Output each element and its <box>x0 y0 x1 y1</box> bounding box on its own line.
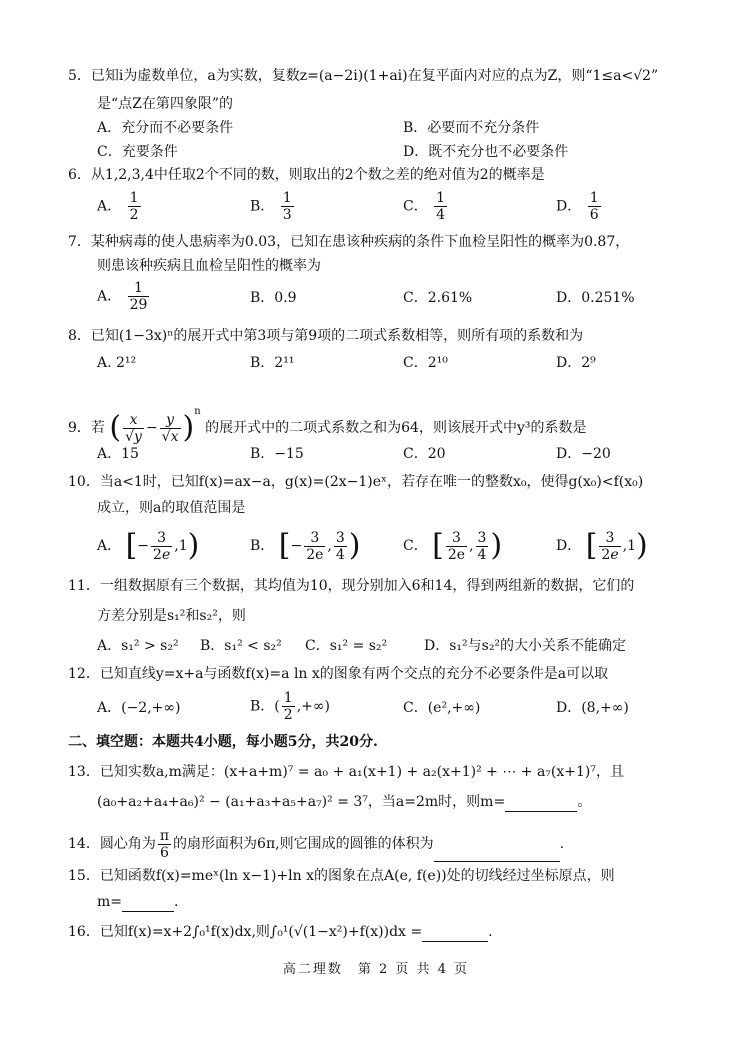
section-heading: 二、填空题：本题共4小题，每小题5分，共20分. <box>68 734 378 750</box>
q13-stem-cont <box>97 792 591 812</box>
q6-option-c <box>403 190 449 223</box>
q10-option-c <box>403 526 502 566</box>
q6-stem: 6．从1,2,3,4中任取2个不同的数，则取出的2个数之差的绝对值为2的概率是 <box>68 167 545 183</box>
q6-option-c-label: C． <box>403 198 428 215</box>
q10-option-c-interval: [ $\frac{3}{2e}$ , $\frac{3}{4}$ ) <box>432 528 503 563</box>
q16-stem <box>68 922 493 942</box>
q12-option-c: C．(e²,+∞) <box>403 700 481 716</box>
q9-expression: ( $\frac{x}{√y}$ − $\frac{y}{√x}$ )$^n$ <box>109 406 201 445</box>
q12-option-b: B．( $\frac{1}{2}$ ,+∞) <box>250 690 330 723</box>
q7-option-c: C．2.61% <box>403 290 473 306</box>
q6-option-a-label: A． <box>97 198 122 215</box>
q13-tail: 。 <box>577 794 592 810</box>
q6-option-b-label: B． <box>250 198 275 215</box>
q14-answer-blank[interactable] <box>434 861 560 862</box>
q7-option-a-label: A． <box>97 288 122 305</box>
q14-tail: . <box>559 836 565 852</box>
q12-option-b-suffix: ,+∞) <box>296 698 330 715</box>
q12-option-b-fraction: $\frac{1}{2}$ <box>283 690 293 723</box>
q15-stem-cont <box>97 892 178 912</box>
q8-option-d: D．2⁹ <box>556 355 596 371</box>
q12-option-a: A．(−2,+∞) <box>97 700 181 716</box>
q11-option-a: A．s₁² > s₂² <box>97 638 179 654</box>
q11-option-d: D．s₁²与s₂²的大小关系不能确定 <box>424 638 627 654</box>
q15-stem: 15．已知函数f(x)=meˣ(ln x−1)+ln x的图象在点A(e, f(e))处的切线经过坐标原点，则 <box>68 868 615 884</box>
q6-option-d-label: D． <box>556 198 582 215</box>
q10-option-d-interval: [ $\frac{3}{2e}$ ,1) <box>585 528 648 563</box>
q7-option-a <box>97 280 151 313</box>
q6-option-a <box>97 190 143 223</box>
q8-option-c: C．2¹⁰ <box>403 355 448 371</box>
q11-option-c: C．s₁² = s₂² <box>305 638 388 654</box>
q6-option-c-fraction: $\frac{1}{4}$ <box>436 190 446 223</box>
q15-tail: . <box>174 894 179 910</box>
q8-stem: 8．已知(1−3x)ⁿ的展开式中第3项与第9项的二项式系数相等，则所有项的系数和为 <box>68 328 584 344</box>
q11-stem: 11．一组数据原有三个数据，其均值为10，现分别加入6和14，得到两组新的数据，它们的 <box>68 578 635 594</box>
q13-stem-cont-text: (a₀+a₂+a₄+a₆)² − (a₁+a₃+a₅+a₇)² = 3⁷，当a=2m时，则m= <box>97 794 506 810</box>
q10-option-b-interval: [− $\frac{3}{2e}$ , $\frac{3}{4}$ ) <box>278 528 361 563</box>
q6-option-d <box>556 190 603 223</box>
q6-option-d-fraction: $\frac{1}{6}$ <box>589 190 599 223</box>
q16-answer-blank[interactable] <box>422 941 488 942</box>
q11-option-b: B．s₁² < s₂² <box>200 638 282 654</box>
q5-option-c: C．充要条件 <box>97 144 178 160</box>
q10-option-a-interval: [− $\frac{3}{2e}$ ,1) <box>125 528 200 563</box>
q14-suffix: 的扇形面积为6π,则它围成的圆锥的体积为 <box>173 836 434 852</box>
q5-option-a: A．充分而不必要条件 <box>97 120 234 136</box>
q10-stem-cont: 成立，则a的取值范围是 <box>97 500 246 516</box>
q12-option-d: D．(8,+∞) <box>556 700 629 716</box>
q12-stem: 12．已知直线y=x+a与函数f(x)=a ln x的图象有两个交点的充分不必要条件是a可以取 <box>68 666 609 682</box>
q7-stem-cont: 则患该种疾病且血检呈阳性的概率为 <box>97 258 321 274</box>
q10-option-b <box>250 526 361 566</box>
q10-option-c-label: C． <box>403 538 428 554</box>
q5-option-b: B．必要而不充分条件 <box>403 120 540 136</box>
q13-answer-blank[interactable] <box>505 811 577 812</box>
q15-stem-cont-text: m= <box>97 894 123 910</box>
q10-option-a <box>97 526 199 566</box>
q11-stem-cont: 方差分别是s₁²和s₂²，则 <box>97 608 246 624</box>
q15-answer-blank[interactable] <box>122 911 174 912</box>
q6-option-a-fraction: $\frac{1}{2}$ <box>129 190 139 223</box>
q5-stem-cont: 是“点Z在第四象限”的 <box>97 96 234 112</box>
q8-option-a: A. 2¹² <box>97 355 137 371</box>
q6-option-b-fraction: $\frac{1}{3}$ <box>282 190 292 223</box>
q7-option-a-fraction: $\frac{1}{29}$ <box>129 280 148 313</box>
q9-stem-suffix: 的展开式中的二项式系数之和为64，则该展开式中y³的系数是 <box>205 420 587 436</box>
q16-stem-text: 16．已知f(x)=x+2∫₀¹f(x)dx,则∫₀¹(√(1−x²)+f(x))dx = <box>68 924 423 940</box>
page-footer: 高二理数 第 2 页 共 4 页 <box>282 962 470 977</box>
q9-option-a: A．15 <box>97 446 139 462</box>
q8-option-b: B．2¹¹ <box>250 355 295 371</box>
q7-stem: 7．某种病毒的使人患病率为0.03，已知在患该种疾病的条件下血检呈阳性的概率为0.87， <box>68 234 630 250</box>
q10-option-d-label: D． <box>556 538 582 554</box>
q14-stem <box>68 826 564 862</box>
q10-stem: 10．当a<1时，已知f(x)=ax−a，g(x)=(2x−1)eˣ，若存在唯一的整数x₀，使得g(x₀)<f(x₀) <box>68 474 644 490</box>
q14-fraction: $\frac{\pi}{6}$ <box>159 827 170 861</box>
q9-stem-prefix: 9．若 <box>68 420 105 436</box>
q16-tail: . <box>488 924 493 940</box>
q9-option-b: B．−15 <box>250 446 304 462</box>
q13-stem: 13．已知实数a,m满足：(x+a+m)⁷ = a₀ + a₁(x+1) + a₂(x+1)² + ⋯ + a₇(x+1)⁷，且 <box>68 764 624 780</box>
q6-option-b <box>250 190 296 223</box>
q7-option-d: D．0.251% <box>556 290 635 306</box>
q7-option-b: B．0.9 <box>250 290 297 306</box>
q9-option-d: D．−20 <box>556 446 611 462</box>
q9-option-c: C．20 <box>403 446 446 462</box>
q5-stem: 5．已知i为虚数单位，a为实数，复数z=(a−2i)(1+ai)在复平面内对应的点为Z，则“1≤a<√2” <box>68 68 659 84</box>
q10-option-a-label: A． <box>97 538 122 554</box>
q12-option-b-label: B． <box>250 698 275 715</box>
q5-option-d: D．既不充分也不必要条件 <box>403 144 569 160</box>
q10-option-b-label: B． <box>250 538 275 554</box>
q10-option-d <box>556 526 648 566</box>
q14-prefix: 14．圆心角为 <box>68 836 156 852</box>
q9-stem <box>68 392 586 448</box>
